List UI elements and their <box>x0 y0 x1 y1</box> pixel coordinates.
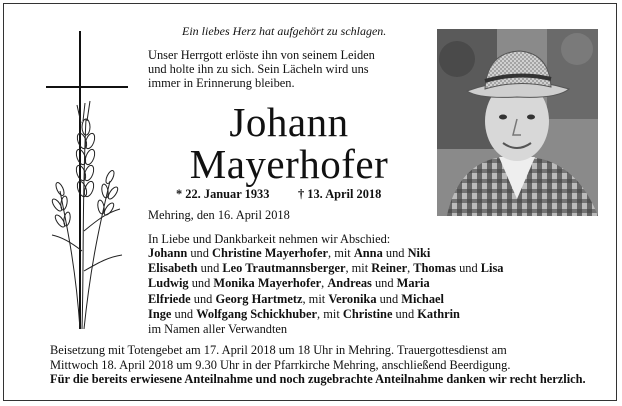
funeral-line: Beisetzung mit Totengebet am 17. April 2018 um 18 Uhr in Mehring. Trauergottesdienst am <box>50 343 507 357</box>
last-name: Mayerhofer <box>189 141 389 187</box>
family-connector: und <box>171 306 197 321</box>
family-connector: und <box>188 276 214 291</box>
family-name: Georg Hartmetz <box>215 291 303 306</box>
family-name: Ludwig <box>148 276 189 291</box>
intro-line: Unser Herrgott erlöste ihn von seinem Leiden <box>148 48 375 62</box>
portrait-photo <box>437 29 598 216</box>
funeral-info <box>50 343 610 387</box>
family-connector: , mit <box>345 261 372 276</box>
family-connector: im Namen aller Verwandten <box>148 322 288 337</box>
family-name: Lisa <box>480 261 504 276</box>
family-name: Christine <box>342 306 393 321</box>
obituary-notice <box>3 3 617 401</box>
family-name: Elfriede <box>148 291 191 306</box>
family-line <box>148 307 548 322</box>
family-connector: , mit <box>302 291 329 306</box>
family-name: Reiner <box>371 261 408 276</box>
motto: Ein liebes Herz hat aufgehört zu schlagen. <box>182 24 387 38</box>
family-line <box>148 246 548 261</box>
cross-with-wheat-icon <box>46 31 128 329</box>
intro-text <box>148 48 433 90</box>
birth-date: * 22. Januar 1933 <box>176 187 270 201</box>
family-name: Leo Trautmannsberger <box>222 261 346 276</box>
family-line <box>148 292 548 307</box>
family-name: Thomas <box>413 261 456 276</box>
family-name: Michael <box>401 291 444 306</box>
family-name: Kathrin <box>417 306 460 321</box>
family-connector: und <box>197 261 223 276</box>
family-name: Inge <box>148 306 172 321</box>
family-connector: und <box>376 291 402 306</box>
family-connector: , <box>407 261 414 276</box>
family-line <box>148 261 548 276</box>
family-name: Wolfgang Schickhuber <box>196 306 318 321</box>
farewell-text: In Liebe und Dankbarkeit nehmen wir Abschied: <box>148 232 391 246</box>
family-connector: und <box>455 261 481 276</box>
family-name: Christine Mayerhofer <box>212 246 329 260</box>
family-connector: und <box>392 306 418 321</box>
family-name: Elisabeth <box>148 261 198 276</box>
intro-line: immer in Erinnerung bleiben. <box>148 76 295 90</box>
family-list <box>148 246 548 337</box>
family-name: Monika Mayerhofer <box>213 276 322 291</box>
family-connector: und <box>382 246 408 260</box>
family-connector: , mit <box>328 246 354 260</box>
family-line <box>148 322 548 337</box>
first-name: Johann <box>229 99 349 145</box>
family-name: Niki <box>407 246 431 260</box>
family-name: Anna <box>353 246 383 260</box>
family-connector: , <box>321 276 328 291</box>
intro-line: und holte ihn zu sich. Sein Lächeln wird uns <box>148 62 369 76</box>
death-date: † 13. April 2018 <box>298 187 382 201</box>
family-connector: und <box>187 246 213 260</box>
funeral-line: Mittwoch 18. April 2018 um 9.30 Uhr in der Pfarrkirche Mehring, anschließend Beerdigung. <box>50 357 511 372</box>
thanks-text: Für die bereits erwiesene Anteilnahme und noch zugebrachte Anteilnahme danken wir recht herzlich. <box>50 372 586 386</box>
place-date: Mehring, den 16. April 2018 <box>148 208 290 222</box>
family-connector: , mit <box>317 306 343 321</box>
family-name: Maria <box>396 276 430 291</box>
family-name: Andreas <box>327 276 372 291</box>
family-connector: und <box>190 291 216 306</box>
family-line <box>148 276 548 291</box>
family-name: Johann <box>148 246 188 260</box>
family-name: Veronika <box>328 291 377 306</box>
family-connector: und <box>371 276 397 291</box>
